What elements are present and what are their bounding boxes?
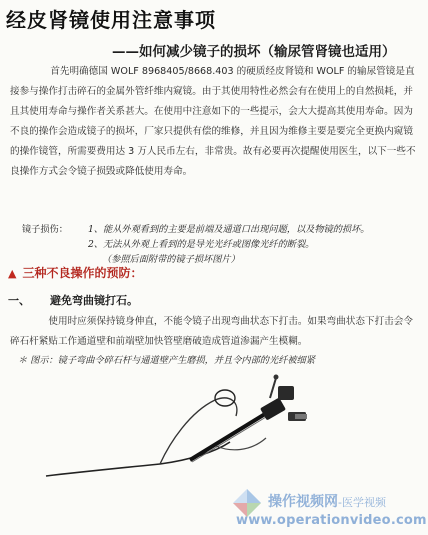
page-subtitle: ——如何减少镜子的损坏（输尿管肾镜也适用） (112, 44, 396, 60)
figure-caption: ＊ 图示：镜子弯曲令碎石杆与通道壁产生磨损，并且令内部的光纤被细紧 (18, 355, 315, 366)
watermark-url: www.operationvideo.com (236, 513, 427, 528)
subsection-paragraph: 使用时应须保持镜身伸直，不能令镜子出现弯曲状态下打击。如果弯曲状态下打击会令碎石杆紧贴工作通道壁和前端壁加快管壁磨破造成管道渗漏产生模糊。 (10, 316, 413, 347)
section-heading (8, 264, 142, 281)
subsection-number: 一、 (8, 294, 30, 307)
damage-label: 镜子损伤： (22, 224, 68, 235)
endoscope-image (40, 372, 310, 482)
damage-item: 2、无法从外观上看到的是导光光纤或图像光纤的断裂。 (88, 239, 315, 250)
subsection-body (10, 312, 420, 352)
watermark-cn: 操作视频网 (268, 494, 338, 510)
warning-triangle-icon: ▲ (8, 267, 17, 280)
intro-paragraph: 首先明确德国 WOLF 8968405/8668.403 的硬质经皮肾镜和 WOLF 的输尿管镜是直接参与操作打击碎石的金属外管纤维内窥镜。由于其使用特性必然会有在使用上的自然损耗，并且其使用寿命与操作者关系甚大。在使用中注意如下的一些提示，会大大提高其使用寿命。因为不良的操作会造成镜子的损坏，厂家只提供有偿的维修，并且因为维修主要是要完全更换内窥镜的操作镜管，所需要费用达 3 万人民币左右，非常贵。故有必要再次提醒使用医生，以下一些不良操作方式会令镜子损毁或降低使用寿命。 (10, 66, 416, 177)
damage-item: （参照后面附带的镜子损坏图片） (102, 254, 240, 265)
section-heading-text: 三种不良操作的预防： (22, 266, 143, 280)
page-title: 经皮肾镜使用注意事项 (6, 8, 216, 32)
watermark-suffix: -医学视频 (338, 496, 386, 509)
damage-item: 1、能从外观看到的主要是前端及通道口出现问题，以及物镜的损坏。 (88, 224, 370, 235)
watermark-title (268, 491, 386, 511)
subsection-heading (8, 292, 138, 308)
intro-section (10, 62, 416, 182)
subsection-title: 避免弯曲镜打石。 (50, 294, 138, 307)
